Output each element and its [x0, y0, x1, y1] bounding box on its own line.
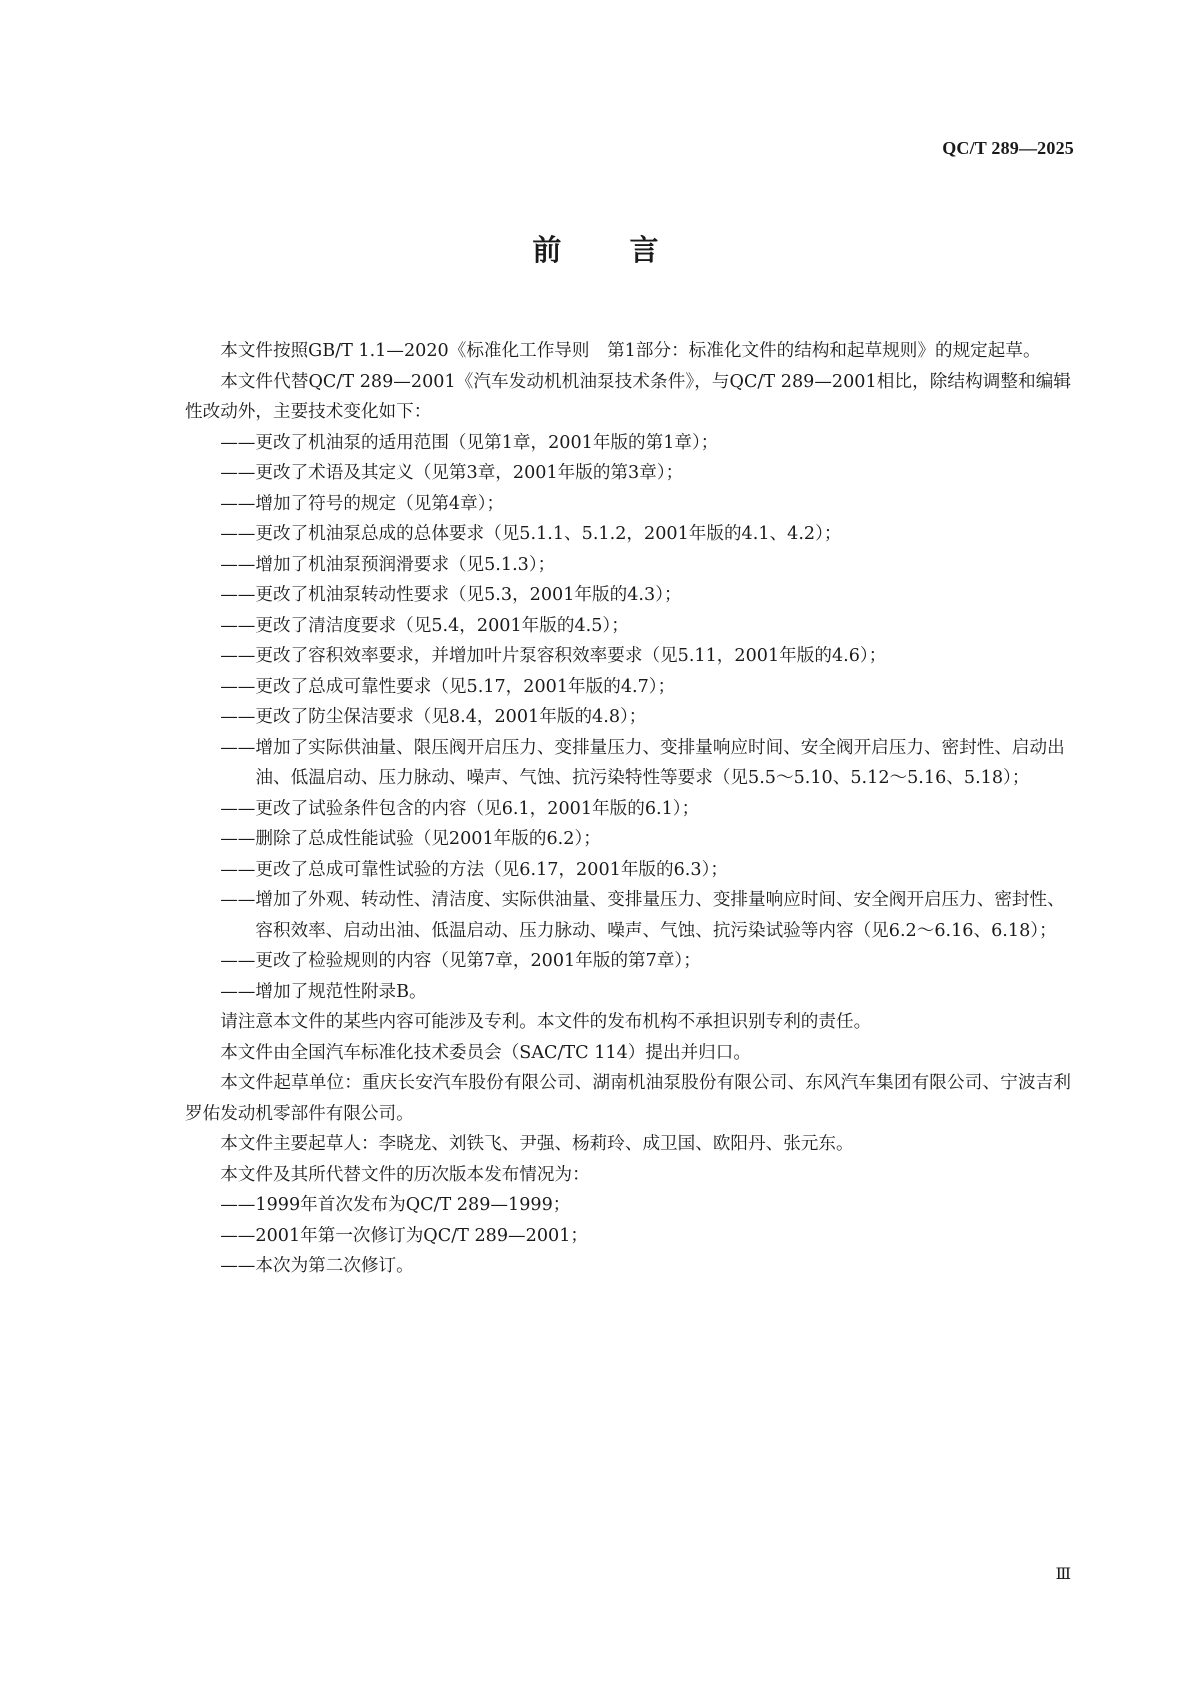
paragraph: 本文件代替QC/T 289—2001《汽车发动机机油泵技术条件》，与QC/T 289—2001相比，除结构调整和编辑性改动外，主要技术变化如下：	[185, 371, 1071, 422]
change-item: ——更改了机油泵转动性要求（见5.3，2001年版的4.3）；	[220, 585, 682, 605]
change-item: ——更改了清洁度要求（见5.4，2001年版的4.5）；	[220, 615, 629, 636]
change-item: ——更改了防尘保洁要求（见8.4，2001年版的4.8）；	[220, 707, 647, 727]
foreword-body	[185, 336, 1071, 1282]
paragraph: 本文件按照GB/T 1.1—2020《标准化工作导则 第1部分：标准化文件的结构和起草规则》的规定起草。	[220, 341, 1041, 361]
change-item: ——增加了机油泵预润滑要求（见5.1.3）；	[220, 554, 556, 575]
paragraph: 本文件由全国汽车标准化技术委员会（SAC/TC 114）提出并归口。	[220, 1042, 751, 1063]
change-item: ——增加了实际供油量、限压阀开启压力、变排量压力、变排量响应时间、安全阀开启压力、密封性、启动出油、低温启动、压力脉动、噪声、气蚀、抗污染特性等要求（见5.5～5.10、5.12～5.16、5.18）；	[220, 737, 1065, 788]
change-item: ——更改了机油泵的适用范围（见第1章，2001年版的第1章）；	[220, 432, 719, 453]
paragraph: 本文件及其所代替文件的历次版本发布情况为：	[220, 1164, 590, 1185]
title-char-2: 言	[629, 233, 659, 267]
paragraph: 请注意本文件的某些内容可能涉及专利。本文件的发布机构不承担识别专利的责任。	[220, 1012, 872, 1032]
paragraph: 本文件起草单位：重庆长安汽车股份有限公司、湖南机油泵股份有限公司、东风汽车集团有限公司、宁波吉利罗佑发动机零部件有限公司。	[185, 1073, 1071, 1124]
change-item: ——更改了机油泵总成的总体要求（见5.1.1、5.1.2，2001年版的4.1、4.2）；	[220, 524, 842, 544]
page-title	[0, 228, 1191, 269]
change-item: ——更改了检验规则的内容（见第7章，2001年版的第7章）；	[220, 951, 701, 971]
change-item: ——增加了规范性附录B。	[220, 981, 427, 1002]
change-item: ——更改了术语及其定义（见第3章，2001年版的第3章）；	[220, 463, 684, 483]
change-item: ——增加了符号的规定（见第4章）；	[220, 493, 505, 514]
history-item: ——2001年第一次修订为QC/T 289—2001；	[220, 1225, 588, 1246]
standard-code: QC/T 289—2025	[942, 138, 1074, 158]
change-item: ——删除了总成性能试验（见2001年版的6.2）；	[220, 829, 601, 849]
change-item: ——更改了容积效率要求，并增加叶片泵容积效率要求（见5.11，2001年版的4.6）；	[220, 646, 887, 666]
history-item: ——本次为第二次修订。	[220, 1256, 414, 1276]
paragraph: 本文件主要起草人：李晓龙、刘铁飞、尹强、杨莉玲、成卫国、欧阳丹、张元东。	[220, 1134, 854, 1154]
history-item: ——1999年首次发布为QC/T 289—1999；	[220, 1195, 571, 1215]
change-item: ——更改了总成可靠性要求（见5.17，2001年版的4.7）；	[220, 676, 676, 697]
page-number: Ⅲ	[1055, 1566, 1071, 1583]
change-item: ——更改了总成可靠性试验的方法（见6.17，2001年版的6.3）；	[220, 859, 728, 880]
change-item: ——更改了试验条件包含的内容（见6.1，2001年版的6.1）；	[220, 798, 700, 819]
title-char-1: 前	[532, 233, 562, 267]
change-item: ——增加了外观、转动性、清洁度、实际供油量、变排量压力、变排量响应时间、安全阀开启压力、密封性、容积效率、启动出油、低温启动、压力脉动、噪声、气蚀、抗污染试验等内容（见6.2～6.16、6.18）；	[220, 890, 1065, 941]
